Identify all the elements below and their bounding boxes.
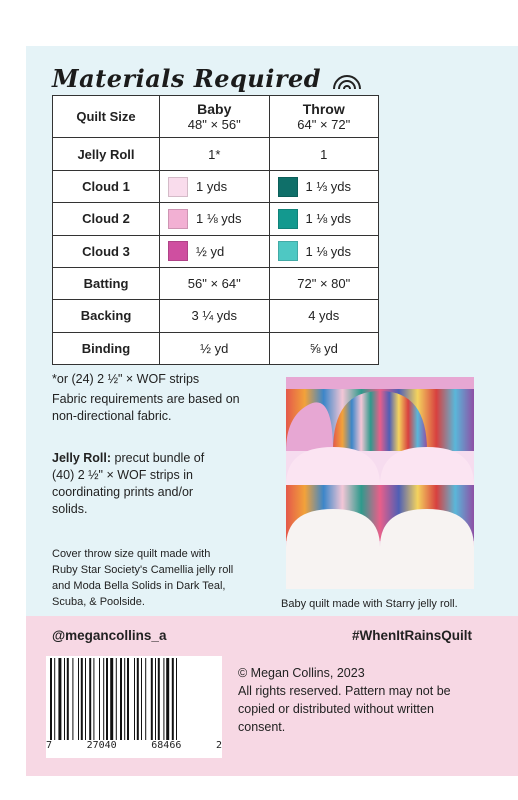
cell-baby [160, 170, 270, 202]
barcode-digits [46, 740, 222, 751]
cell-baby [160, 203, 270, 235]
column-name: Baby [197, 101, 232, 118]
fabric-swatch [278, 241, 298, 261]
cell-throw: 72" × 80" [269, 267, 379, 299]
barcode-bar [78, 658, 79, 740]
materials-table [52, 95, 379, 365]
table-row [53, 235, 379, 267]
copyright-line: All rights reserved. Pattern may not be [238, 684, 451, 698]
barcode-bar [116, 658, 117, 740]
fabric-swatch [278, 177, 298, 197]
barcode-bar [120, 658, 122, 740]
barcode-bar [106, 658, 108, 740]
cell-value: 1 yds [196, 179, 228, 194]
table-row [53, 267, 379, 299]
jelly-roll-line: coordinating prints and/or [52, 485, 194, 499]
barcode-bar [67, 658, 69, 740]
jelly-roll-line: precut bundle of [111, 451, 205, 465]
barcode-bar [176, 658, 177, 740]
barcode-bar [72, 658, 73, 740]
photo-caption: Baby quilt made with Starry jelly roll. [281, 598, 458, 610]
copyright-block [238, 664, 478, 736]
cover-note [52, 546, 233, 610]
row-label: Cloud 1 [53, 170, 160, 202]
cell-baby: 3 ¼ yds [160, 300, 270, 332]
cell-value: ½ yd [196, 243, 225, 259]
cover-note-line: and Moda Bella Solids in Dark Teal, [52, 580, 226, 592]
fabric-note-line: non-directional fabric. [52, 409, 172, 423]
barcode-bar [103, 658, 104, 740]
cover-note-line: Cover throw size quilt made with [52, 548, 211, 560]
barcode-bar [93, 658, 94, 740]
footnote: *or (24) 2 ½" × WOF strips [52, 372, 200, 386]
jelly-roll-line: (40) 2 ½" × WOF strips in [52, 468, 193, 482]
table-row [53, 170, 379, 202]
cell-baby: 56" × 64" [160, 267, 270, 299]
fabric-swatch [168, 241, 188, 261]
barcode-bar [151, 658, 153, 740]
column-header-throw [269, 96, 379, 138]
barcode-bar [163, 658, 164, 740]
quilt-illustration [286, 377, 474, 589]
hashtag: #WhenItRainsQuilt [351, 628, 472, 643]
cell-value: 1 ⅛ yds [305, 211, 352, 227]
cover-note-line: Scuba, & Poolside. [52, 596, 145, 608]
barcode-bar [155, 658, 156, 740]
barcode-bar [89, 658, 91, 740]
cover-note-line: Ruby Star Society's Camellia jelly roll [52, 564, 234, 576]
copyright-line: © Megan Collins, 2023 [238, 666, 365, 680]
row-label: Cloud 3 [53, 235, 160, 267]
barcode-bar [137, 658, 139, 740]
table-row [53, 300, 379, 332]
cell-value: 1 ⅛ yds [196, 211, 242, 227]
table-corner-label: Quilt Size [53, 96, 160, 138]
copyright-line: copied or distributed without written [238, 702, 434, 716]
quilt-photo [286, 377, 474, 589]
table-row [53, 138, 379, 170]
jelly-roll-note [52, 450, 204, 518]
cell-throw [269, 170, 379, 202]
title-block [52, 58, 363, 98]
barcode-bar [54, 658, 55, 740]
rainbow-icon [331, 65, 363, 91]
barcode-bar [172, 658, 174, 740]
column-size: 48" × 56" [187, 117, 241, 133]
copyright-line: consent. [238, 720, 286, 734]
cell-value: 1 ⅓ yds [305, 179, 352, 194]
cell-baby [160, 235, 270, 267]
barcode-digit-group: 7 [46, 740, 53, 751]
cell-throw: 4 yds [269, 300, 379, 332]
barcode-bar [166, 658, 169, 740]
barcode-bar [50, 658, 52, 740]
fabric-swatch [168, 209, 188, 229]
row-label: Backing [53, 300, 160, 332]
fabric-swatch [168, 177, 188, 197]
barcode [46, 656, 222, 758]
barcode-digit-group: 27040 [86, 740, 117, 751]
row-label: Batting [53, 267, 160, 299]
cell-throw [269, 235, 379, 267]
barcode-bar [134, 658, 135, 740]
cell-throw: 1 [269, 138, 379, 170]
cell-baby: ½ yd [160, 332, 270, 364]
barcode-bar [81, 658, 83, 740]
fabric-note-line: Fabric requirements are based on [52, 392, 240, 406]
barcode-digit-group: 68466 [151, 740, 182, 751]
row-label: Cloud 2 [53, 203, 160, 235]
row-label: Jelly Roll [53, 138, 160, 170]
barcode-bar [158, 658, 160, 740]
barcode-bar [145, 658, 146, 740]
barcode-bar [141, 658, 142, 740]
table-row [53, 332, 379, 364]
fabric-swatch [278, 209, 298, 229]
barcode-bar [85, 658, 86, 740]
social-handle: @megancollins_a [52, 628, 167, 643]
page-title: Materials Required [52, 63, 322, 93]
cell-baby: 1* [160, 138, 270, 170]
barcode-digit-group: 2 [215, 740, 222, 751]
column-name: Throw [302, 101, 345, 118]
row-label: Binding [53, 332, 160, 364]
fabric-note [52, 391, 240, 425]
barcode-bar [99, 658, 100, 740]
barcode-bar [64, 658, 65, 740]
cell-throw [269, 203, 379, 235]
barcode-bar [110, 658, 113, 740]
jelly-roll-line: solids. [52, 502, 88, 516]
jelly-roll-label: Jelly Roll: [52, 451, 112, 465]
barcode-bars [50, 658, 218, 740]
barcode-bar [127, 658, 129, 740]
column-header-baby [160, 96, 270, 138]
cell-throw: ⅝ yd [269, 332, 379, 364]
column-size: 64" × 72" [297, 117, 351, 133]
barcode-bar [124, 658, 125, 740]
barcode-bar [58, 658, 61, 740]
table-row [53, 203, 379, 235]
cell-value: 1 ⅛ yds [305, 243, 352, 259]
